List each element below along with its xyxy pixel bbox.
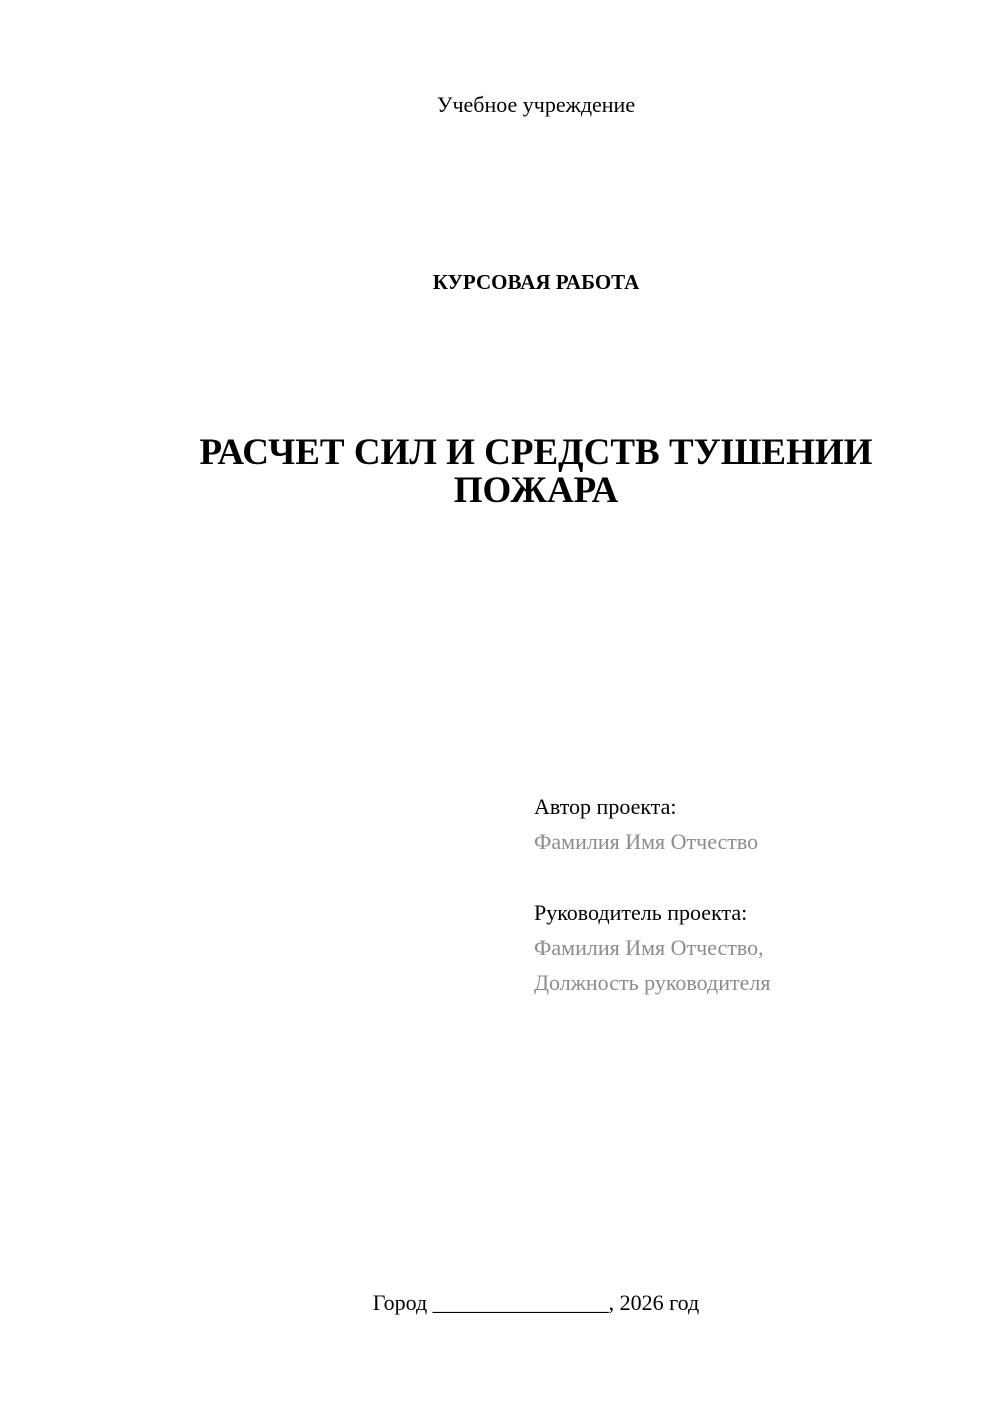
supervisor-position: Должность руководителя [534,970,771,995]
credits-spacer [534,859,770,895]
credits-block [534,789,770,1000]
work-title-line-1: РАСЧЕТ СИЛ И СРЕДСТВ ТУШЕНИИ [199,432,873,473]
work-title [0,434,1000,510]
author-name: Фамилия Имя Отчество [534,829,759,854]
institution-name: Учебное учреждение [436,92,636,117]
work-title-line-2: ПОЖАРА [453,470,619,511]
supervisor-label: Руководитель проекта: [534,900,748,925]
work-type-heading: КУРСОВАЯ РАБОТА [432,270,640,294]
author-label: Автор проекта: [534,794,677,819]
supervisor-name: Фамилия Имя Отчество, [534,935,764,960]
city-year-footer: Город ________________, 2026 год [372,1290,700,1315]
